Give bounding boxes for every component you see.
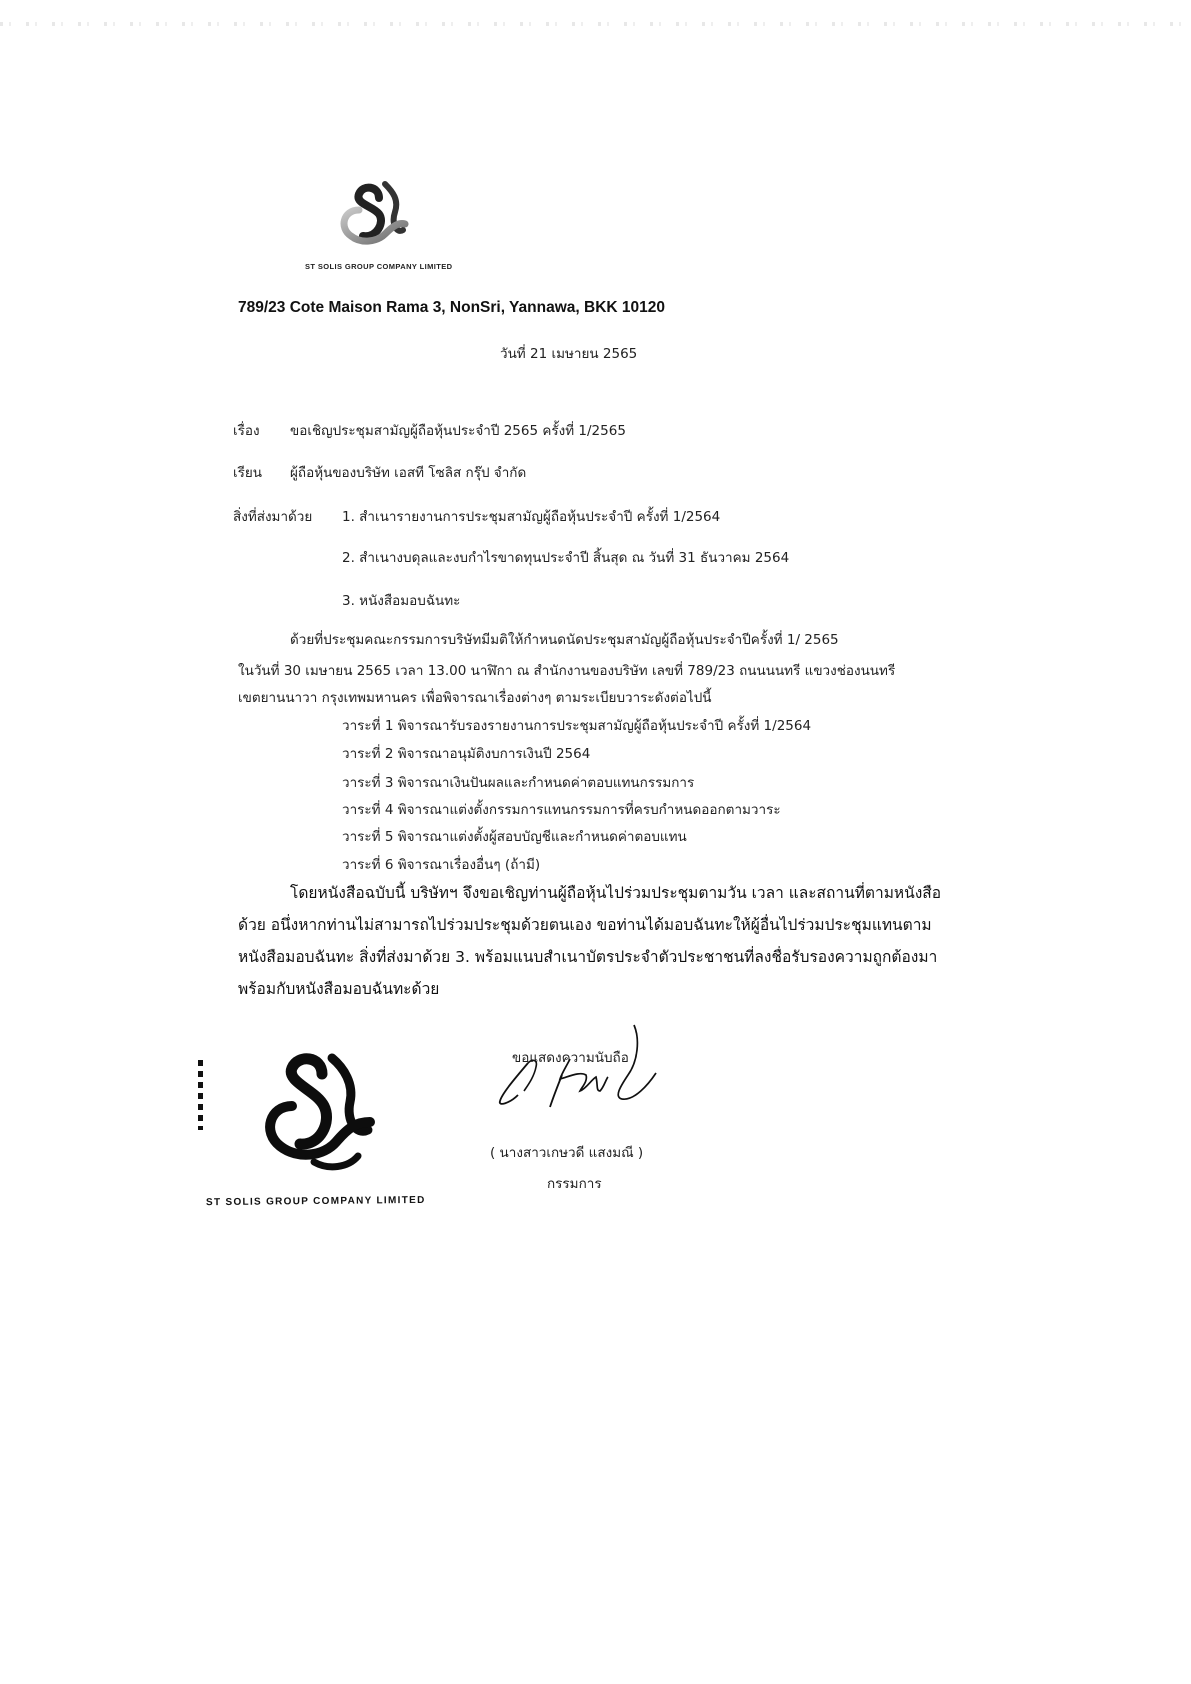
closing-line: พร้อมกับหนังสือมอบฉันทะด้วย	[238, 980, 440, 998]
enclosure-item: 3. หนังสือมอบฉันทะ	[342, 593, 461, 609]
company-stamp-logo-icon	[258, 1050, 388, 1180]
recipient-label: เรียน	[233, 465, 263, 481]
intro-line: ด้วยที่ประชุมคณะกรรมการบริษัทมีมติให้กำหนดนัดประชุมสามัญผู้ถือหุ้นประจำปีครั้งที่ 1/ 2565	[290, 632, 839, 648]
closing-line: ด้วย อนึ่งหากท่านไม่สามารถไปร่วมประชุมด้วยตนเอง ขอท่านได้มอบฉันทะให้ผู้อื่นไปร่วมประชุมแทนตาม	[238, 916, 932, 934]
intro-line: เขตยานนาวา กรุงเทพมหานคร เพื่อพิจารณาเรื่องต่างๆ ตามระเบียบวาระดังต่อไปนี้	[238, 690, 712, 706]
closing-line: หนังสือมอบฉันทะ สิ่งที่ส่งมาด้วย 3. พร้อมแนบสำเนาบัตรประจำตัวประชาชนที่ลงชื่อรับรองความถูกต้องมา	[238, 948, 938, 966]
header-company-caption: ST SOLIS GROUP COMPANY LIMITED	[305, 262, 453, 271]
stamp-edge-mark	[198, 1060, 203, 1130]
agenda-item: วาระที่ 5 พิจารณาแต่งตั้งผู้สอบบัญชีและกำหนดค่าตอบแทน	[342, 829, 687, 845]
stamp-company-caption: ST SOLIS GROUP COMPANY LIMITED	[205, 1194, 426, 1209]
handwritten-signature	[488, 1015, 668, 1115]
agenda-item: วาระที่ 3 พิจารณาเงินปันผลและกำหนดค่าตอบแทนกรรมการ	[342, 775, 695, 791]
signatory-position: กรรมการ	[547, 1176, 602, 1192]
company-logo-icon	[333, 172, 415, 254]
agenda-item: วาระที่ 4 พิจารณาแต่งตั้งกรรมการแทนกรรมการที่ครบกำหนดออกตามวาระ	[342, 802, 781, 818]
regards-text: ขอแสดงความนับถือ	[512, 1050, 629, 1066]
letter-date: วันที่ 21 เมษายน 2565	[500, 346, 638, 362]
agenda-item: วาระที่ 2 พิจารณาอนุมัติงบการเงินปี 2564	[342, 746, 591, 762]
subject-label: เรื่อง	[233, 423, 260, 439]
enclosure-item: 2. สำเนางบดุลและงบกำไรขาดทุนประจำปี สิ้นสุด ณ วันที่ 31 ธันวาคม 2564	[342, 550, 790, 566]
signatory-name: ( นางสาวเกษวดี แสงมณี )	[490, 1145, 644, 1161]
enclosures-label: สิ่งที่ส่งมาด้วย	[233, 509, 313, 525]
closing-line: โดยหนังสือฉบับนี้ บริษัทฯ จึงขอเชิญท่านผู้ถือหุ้นไปร่วมประชุมตามวัน เวลา และสถานที่ตามหนังสือ	[290, 884, 942, 902]
subject-text: ขอเชิญประชุมสามัญผู้ถือหุ้นประจำปี 2565 ครั้งที่ 1/2565	[290, 423, 626, 439]
scan-artifact-line	[0, 22, 1191, 26]
agenda-item: วาระที่ 1 พิจารณารับรองรายงานการประชุมสามัญผู้ถือหุ้นประจำปี ครั้งที่ 1/2564	[342, 718, 812, 734]
company-address: 789/23 Cote Maison Rama 3, NonSri, Yannawa, BKK 10120	[238, 299, 665, 316]
enclosure-item: 1. สำเนารายงานการประชุมสามัญผู้ถือหุ้นประจำปี ครั้งที่ 1/2564	[342, 509, 721, 525]
recipient-text: ผู้ถือหุ้นของบริษัท เอสที โซลิส กรุ๊ป จำกัด	[290, 465, 527, 481]
intro-line: ในวันที่ 30 เมษายน 2565 เวลา 13.00 นาฬิกา ณ สำนักงานของบริษัท เลขที่ 789/23 ถนนนนทรี แขวงช่องนนทรี	[238, 663, 896, 679]
agenda-item: วาระที่ 6 พิจารณาเรื่องอื่นๆ (ถ้ามี)	[342, 857, 541, 873]
